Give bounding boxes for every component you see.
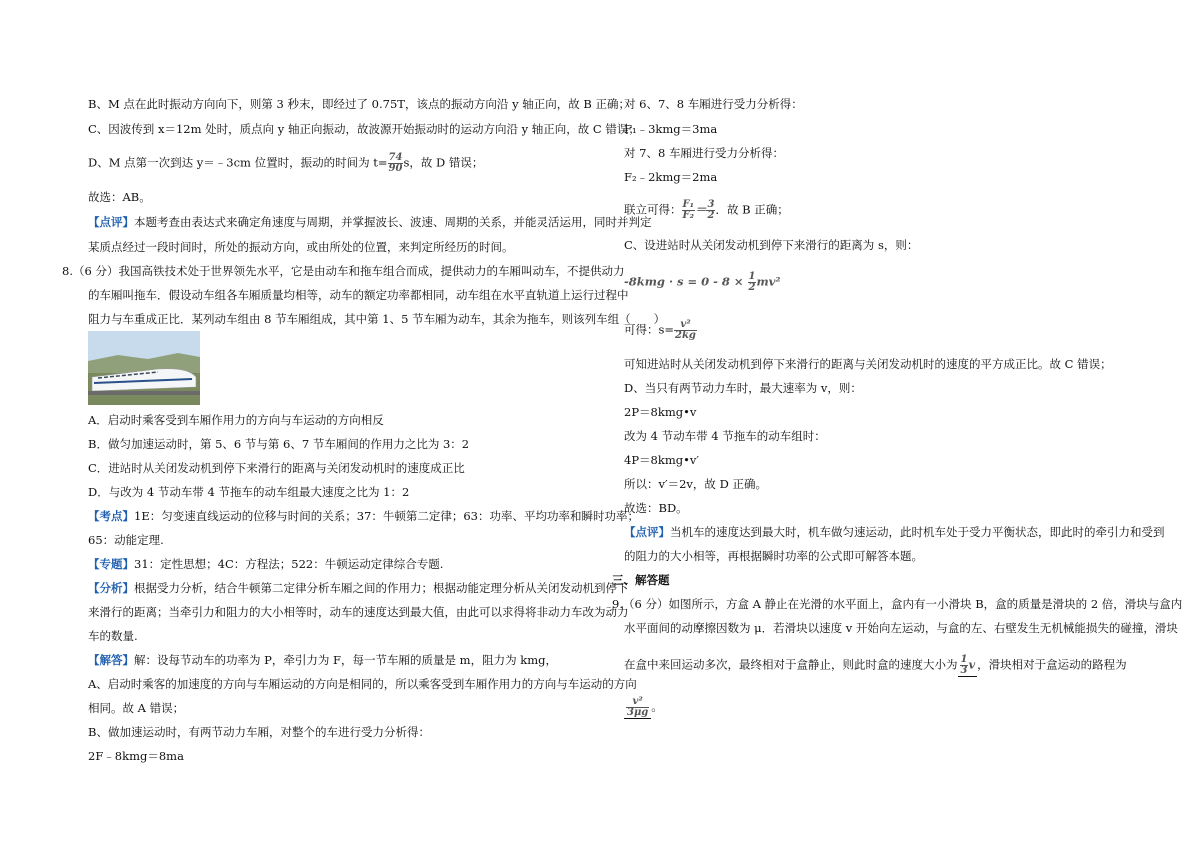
text-line: 改为 4 节动车带 4 节拖车的动车组时： <box>624 429 826 443</box>
text-line <box>88 581 629 595</box>
question-8-line: 8.（6 分）我国高铁技术处于世界领先水平，它是由动车和拖车组合而成，提供动力的车厢叫动车，不提供动力 <box>62 264 625 278</box>
text-line <box>88 557 443 571</box>
text-line <box>88 509 639 523</box>
text-line <box>624 200 789 221</box>
text-line: 车的数量. <box>88 629 138 643</box>
text-line: 2F﹣8kmg＝8ma <box>88 749 184 763</box>
text-line: B、做加速运动时，有两节动力车厢，对整个的车进行受力分析得： <box>88 725 430 739</box>
question-9-line: 9.（6 分）如图所示，方盒 A 静止在光滑的水平面上，盒内有一小滑块 B，盒的质量是滑块的 2 倍，滑块与盒内 <box>612 597 1183 611</box>
text-line <box>88 215 652 229</box>
section-heading: 三、解答题 <box>612 573 670 587</box>
fraction <box>388 153 404 174</box>
numerator: 74 <box>388 152 403 163</box>
numerator: 1 <box>748 271 756 282</box>
question-8-line: 的车厢叫拖车．假设动车组各车厢质量均相等，动车的额定功率都相同，动车组在水平直轨道上运行过程中 <box>88 288 629 302</box>
denominator: 3μg <box>627 707 649 718</box>
text-line <box>88 153 483 174</box>
text-line: 可知进站时从关闭发动机到停下来滑行的距离与关闭发动机时的速度的平方成正比。故 C 错误； <box>624 357 1112 371</box>
text-segment: ．故 B 正确； <box>715 202 789 217</box>
text-line: 对 6、7、8 车厢进行受力分析得： <box>624 97 803 111</box>
question-9-line <box>624 697 663 719</box>
text-segment: 根据受力分析，结合牛顿第二定律分析车厢之间的作用力；根据动能定理分析从关闭发动机到停下 <box>134 581 629 595</box>
question-9-line <box>624 655 1127 677</box>
text-line: 故选：BD。 <box>624 501 688 515</box>
fraction <box>626 697 649 718</box>
text-line <box>88 653 557 667</box>
text-segment: D、M 点第一次到达 y＝﹣3cm 位置时，振动的时间为 t= <box>88 155 388 170</box>
text-segment: 。 <box>651 699 663 714</box>
text-segment: 1E：匀变速直线运动的位移与时间的关系；37：牛顿第二定律；63：功率、平均功率和瞬时功率； <box>134 509 639 523</box>
text-line: C、设进站时从关闭发动机到停下来滑行的距离为 s，则： <box>624 238 919 252</box>
text-segment: ，滑块相对于盒运动的路程为 <box>977 657 1127 672</box>
equation-segment: -8kmg · s = 0 - 8 × <box>624 274 748 289</box>
train-photo <box>88 331 200 405</box>
text-line <box>624 320 697 341</box>
text-segment: 在盒中来回运动多次，最终相对于盒静止，则此时盒的速度大小为 <box>624 657 958 672</box>
text-segment: 本题考查由表达式来确定角速度与周期，并掌握波长、波速、周期的关系，并能灵活运用，同时并判定 <box>134 215 652 229</box>
text-line: C、因波传到 x＝12m 处时，质点向 y 轴正向振动，故波源开始振动时的运动方向沿 y 轴正向，故 C 错误； <box>88 122 640 136</box>
train-illustration <box>88 331 200 405</box>
denominator: 90 <box>388 163 403 174</box>
option-d: D．与改为 4 节动车带 4 节拖车的动车组最大速度之比为 1：2 <box>88 485 410 499</box>
text-line: 相同。故 A 错误； <box>88 701 185 715</box>
numerator: v² <box>674 320 697 331</box>
text-segment: 联立可得： <box>624 202 682 217</box>
option-c: C．进站时从关闭发动机到停下来滑行的距离与关闭发动机时的速度成正比 <box>88 461 465 475</box>
text-segment: 解：设每节动车的功率为 P，牵引力为 F，每一节车厢的质量是 m，阻力为 kmg， <box>134 653 557 667</box>
numerator: 3 <box>707 199 715 210</box>
text-line <box>624 525 1165 539</box>
denominator: F₂ <box>682 210 694 221</box>
text-line: F₂﹣2kmg＝2ma <box>624 170 718 184</box>
numerator: 1 <box>960 654 968 665</box>
text-line: 所以：v′＝2v，故 D 正确。 <box>624 477 767 491</box>
text-line: 的阻力的大小相等，再根据瞬时功率的公式即可解答本题。 <box>624 549 923 563</box>
numerator: F₁ <box>682 199 694 210</box>
numerator: v² <box>626 697 649 708</box>
energy-equation <box>624 272 780 293</box>
text-segment: 可得：s= <box>624 322 675 337</box>
answer-blank <box>958 655 978 677</box>
answer-variable: v <box>968 657 976 672</box>
zhuanti-tag: 【专题】 <box>88 557 134 571</box>
text-line: 对 7、8 车厢进行受力分析得： <box>624 146 784 160</box>
text-line: 来滑行的距离；当牵引力和阻力的大小相等时，动车的速度达到最大值，由此可以求得将非动力车改为动力 <box>88 605 629 619</box>
kaodian-tag: 【考点】 <box>88 509 134 523</box>
text-segment: 31：定性思想；4C：方程法；522：牛顿运动定律综合专题. <box>134 557 444 571</box>
fenxi-tag: 【分析】 <box>88 581 134 595</box>
option-b: B．做匀加速运动时，第 5、6 节与第 6、7 节车厢间的作用力之比为 3：2 <box>88 437 470 451</box>
equals-sign: ＝ <box>694 202 707 217</box>
text-segment: 当机车的速度达到最大时，机车做匀速运动，此时机车处于受力平衡状态，即此时的牵引力和受到 <box>670 525 1165 539</box>
text-line: 2P＝8kmg•v <box>624 405 697 419</box>
text-line: D、当只有两节动力车时，最大速率为 v，则： <box>624 381 862 395</box>
text-segment: s，故 D 错误； <box>403 155 484 170</box>
text-line: F₁﹣3kmg＝3ma <box>624 122 718 136</box>
text-line: 4P＝8kmg•v′ <box>624 453 699 467</box>
answer-blank <box>624 697 651 719</box>
question-9-line: 水平面间的动摩擦因数为 μ．若滑块以速度 v 开始向左运动，与盒的左、右壁发生无机械能损失的碰撞，滑块 <box>624 621 1178 635</box>
text-line: A、启动时乘客的加速度的方向与车厢运动的方向是相同的，所以乘客受到车厢作用力的方向与车运动的方向 <box>88 677 637 691</box>
comment-tag: 【点评】 <box>88 215 134 229</box>
jieda-tag: 【解答】 <box>88 653 134 667</box>
text-line: 65：动能定理. <box>88 533 164 547</box>
question-8-line: 阻力与车重成正比．某列动车组由 8 节车厢组成，其中第 1、5 节车厢为动车，其余为拖车，则该列车组（ ） <box>88 312 666 326</box>
text-line: 故选：AB。 <box>88 190 151 204</box>
denominator: 2 <box>707 210 715 221</box>
comment-tag: 【点评】 <box>624 525 670 539</box>
denominator: 2 <box>748 282 756 293</box>
fraction <box>674 320 697 341</box>
denominator: 3 <box>960 665 968 676</box>
denominator: 2kg <box>675 330 696 341</box>
text-line: 某质点经过一段时间时，所处的振动方向，或由所处的位置，来判定所经历的时间。 <box>88 240 514 254</box>
fraction <box>682 200 695 221</box>
text-line: B、M 点在此时振动方向向下，则第 3 秒末，即经过了 0.75T，该点的振动方向沿 y 轴正向，故 B 正确； <box>88 97 631 111</box>
equation-segment: mv² <box>756 274 781 289</box>
option-a: A．启动时乘客受到车厢作用力的方向与车运动的方向相反 <box>88 413 384 427</box>
